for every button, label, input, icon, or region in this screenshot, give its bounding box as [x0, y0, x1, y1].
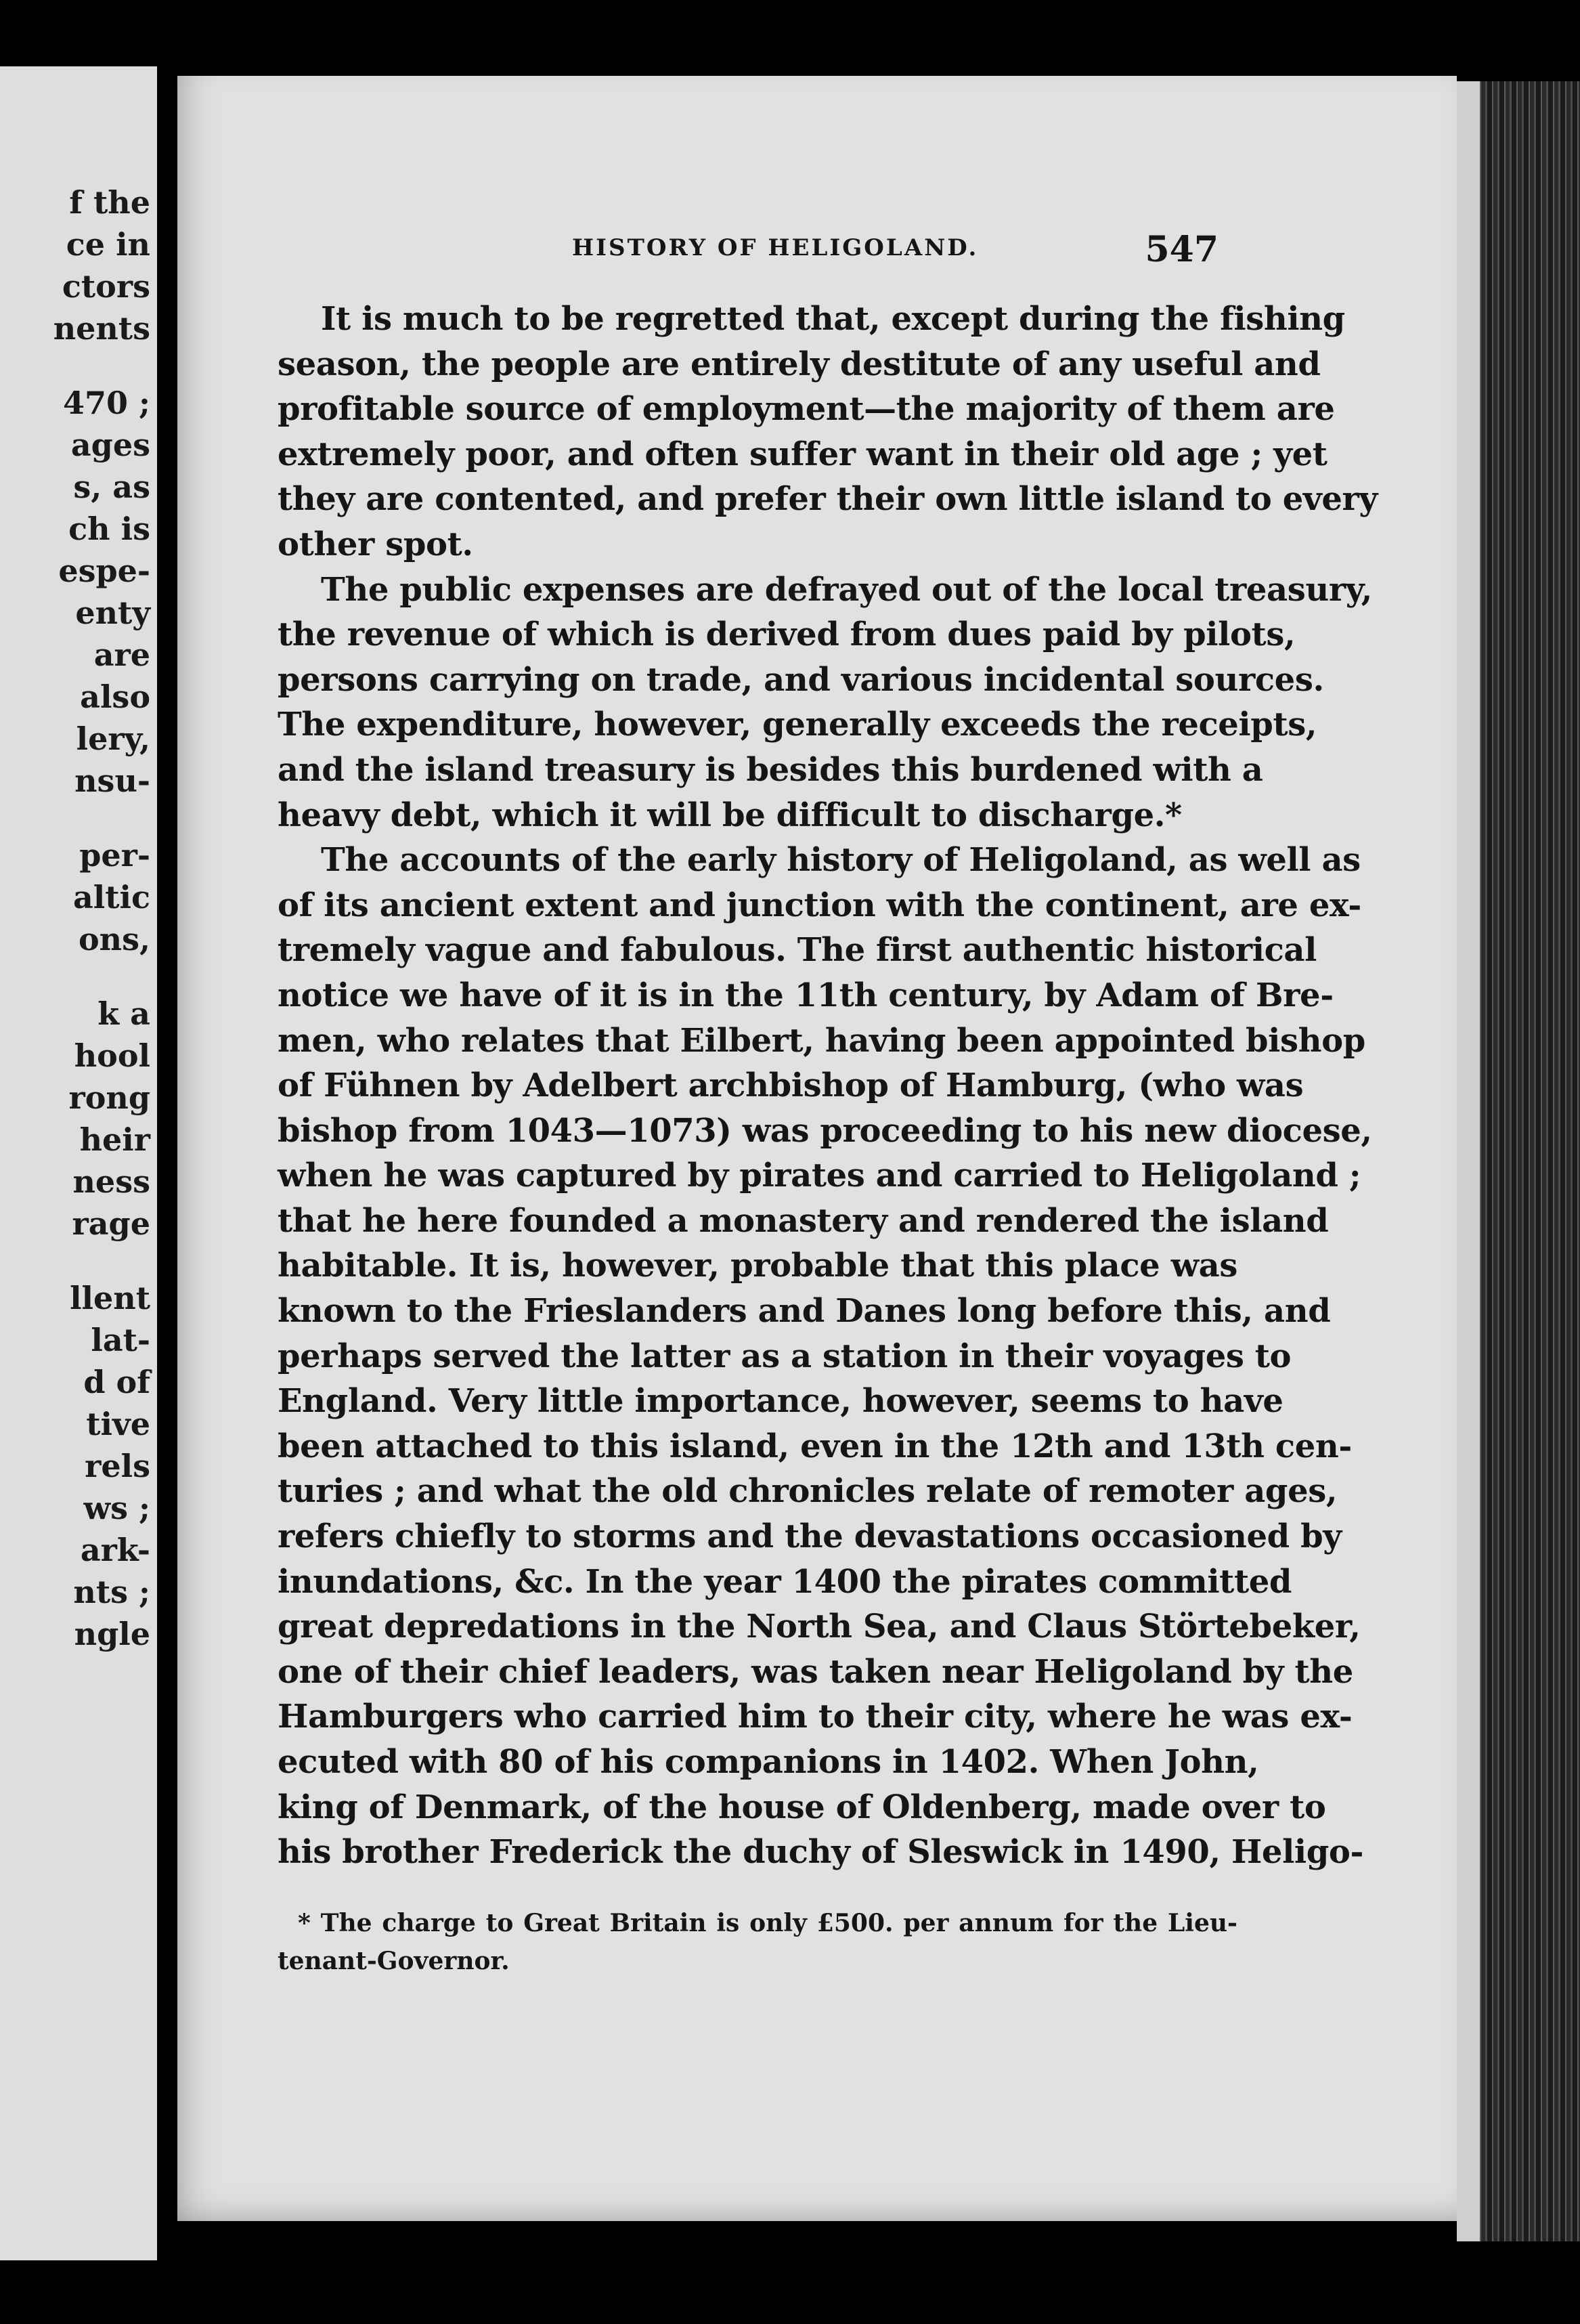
text-line: one of their chief leaders, was taken near Heligoland by the [278, 1652, 1353, 1691]
text-line: refers chiefly to storms and the devastations occasioned by [278, 1518, 1342, 1556]
facing-page-text-fragment: nts ; [73, 1574, 150, 1610]
facing-page-text-fragment: espe- [58, 553, 150, 589]
facing-page-text-fragment: also [80, 679, 150, 715]
facing-page-fragment [0, 66, 157, 2260]
text-line: king of Denmark, of the house of Oldenberg, made over to [278, 1788, 1326, 1826]
facing-page-text-fragment: rage [72, 1205, 150, 1242]
text-line: of Fühnen by Adelbert archbishop of Hamburg, (who was [278, 1067, 1304, 1105]
facing-page-text-fragment: rels [85, 1448, 150, 1484]
text-line: his brother Frederick the duchy of Sleswick in 1490, Heligo- [278, 1833, 1364, 1872]
facing-page-text-fragment: ch is [68, 511, 150, 547]
footnote-line: * The charge to Great Britain is only £500. per annum for the Lieu- [298, 1909, 1237, 1937]
text-line: perhaps served the latter as a station in their voyages to [278, 1337, 1292, 1375]
text-line: of its ancient extent and junction with the continent, are ex- [278, 886, 1361, 924]
text-line: season, the people are entirely destitute of any useful and [278, 345, 1321, 383]
facing-page-text-fragment: altic [72, 879, 150, 916]
page-edge-stack [1457, 81, 1580, 2241]
facing-page-text-fragment: 470 ; [62, 385, 150, 421]
facing-page-text-fragment: ce in [66, 226, 150, 263]
text-line: been attached to this island, even in the 12th and 13th cen- [278, 1427, 1352, 1465]
text-line: The accounts of the early history of Heligoland, as well as [321, 841, 1361, 880]
facing-page-text-fragment: ws ; [83, 1490, 150, 1526]
footnote-line: tenant-Governor. [278, 1947, 510, 1975]
text-line: inundations, &c. In the year 1400 the pirates committed [278, 1562, 1292, 1601]
facing-page-text-fragment: enty [75, 595, 150, 631]
text-line: the revenue of which is derived from dues paid by pilots, [278, 616, 1296, 654]
facing-page-text-fragment: k a [97, 995, 150, 1032]
facing-page-text-fragment: hool [74, 1037, 150, 1074]
facing-page-text-fragment: d of [83, 1364, 150, 1400]
facing-page-text-fragment: lat- [91, 1322, 150, 1358]
running-title: HISTORY OF HELIGOLAND. [572, 234, 979, 261]
text-line: bishop from 1043—1073) was proceeding to his new diocese, [278, 1111, 1372, 1150]
text-line: known to the Frieslanders and Danes long before this, and [278, 1292, 1331, 1331]
facing-page-text-fragment: ages [70, 427, 150, 463]
text-line: other spot. [278, 525, 473, 563]
facing-page-text-fragment: are [93, 637, 150, 673]
facing-page-text-fragment: heir [79, 1121, 150, 1158]
facing-page-text-fragment: s, as [73, 469, 150, 505]
text-line: persons carrying on trade, and various incidental sources. [278, 660, 1324, 699]
facing-page-text-fragment: per- [79, 837, 150, 874]
facing-page-text-fragment: ctors [62, 268, 150, 305]
running-head [413, 229, 1219, 270]
text-line: men, who relates that Eilbert, having been appointed bishop [278, 1021, 1365, 1060]
text-line: they are contented, and prefer their own little island to every [278, 480, 1378, 519]
text-line: heavy debt, which it will be difficult to discharge.* [278, 796, 1182, 834]
text-line: turies ; and what the old chronicles relate of remoter ages, [278, 1472, 1338, 1511]
facing-page-text-fragment: nents [53, 310, 150, 347]
facing-page-text-fragment: f the [69, 184, 150, 221]
text-line: ecuted with 80 of his companions in 1402. When John, [278, 1743, 1259, 1781]
text-line: tremely vague and fabulous. The first authentic historical [278, 931, 1317, 970]
footnote [278, 1904, 1237, 1980]
text-line: profitable source of employment—the majority of them are [278, 390, 1335, 429]
text-line: notice we have of it is in the 11th century, by Adam of Bre- [278, 976, 1334, 1014]
facing-page-text-fragment: ness [72, 1163, 150, 1200]
page-number: 547 [1145, 229, 1219, 270]
facing-page-text-fragment: tive [86, 1406, 150, 1442]
text-line: great depredations in the North Sea, and Claus Störtebeker, [278, 1608, 1361, 1646]
text-line: when he was captured by pirates and carried to Heligoland ; [278, 1157, 1361, 1195]
facing-page-text-fragment: lery, [76, 720, 150, 757]
text-line: The public expenses are defrayed out of the local treasury, [321, 570, 1372, 609]
text-line: extremely poor, and often suffer want in their old age ; yet [278, 435, 1327, 473]
text-line: habitable. It is, however, probable that this place was [278, 1247, 1237, 1285]
text-line: The expenditure, however, generally exceeds the receipts, [278, 706, 1317, 744]
text-line: that he here founded a monastery and rendered the island [278, 1201, 1329, 1240]
facing-page-text-fragment: llent [70, 1280, 150, 1316]
text-line: and the island treasury is besides this burdened with a [278, 750, 1263, 789]
facing-page-text-fragment: nsu- [74, 762, 150, 799]
facing-page-text-fragment: ngle [74, 1616, 150, 1652]
facing-page-text-fragment: ark- [80, 1532, 150, 1568]
text-line: Hamburgers who carried him to their city, where he was ex- [278, 1698, 1353, 1736]
body-text [278, 297, 1378, 1875]
text-line: It is much to be regretted that, except during the fishing [321, 300, 1345, 338]
facing-page-text-fragment: ons, [78, 921, 150, 957]
text-line: England. Very little importance, however, seems to have [278, 1382, 1283, 1421]
facing-page-text-fragment: rong [68, 1079, 150, 1116]
